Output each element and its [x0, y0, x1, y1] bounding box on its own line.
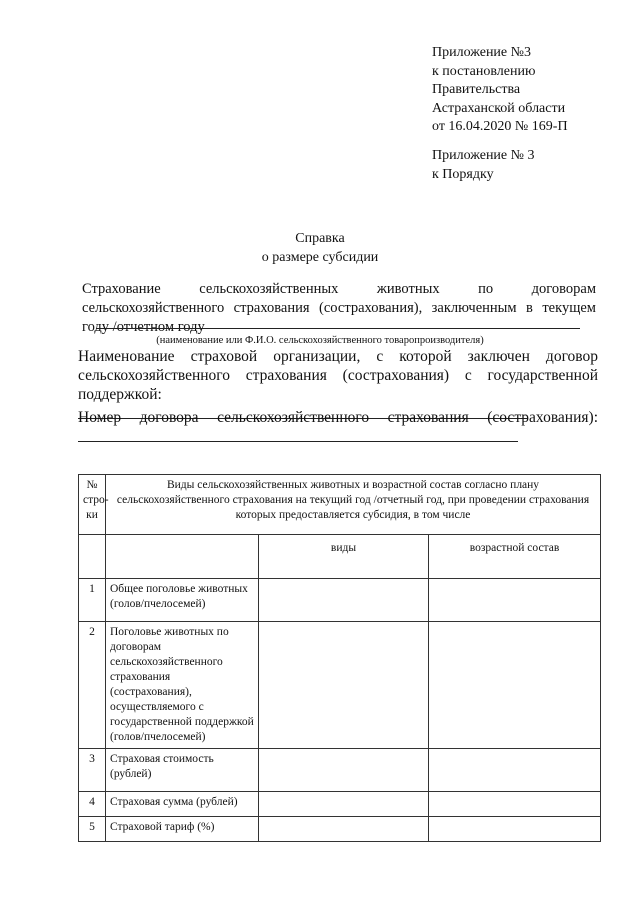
contract-field	[78, 408, 598, 447]
row-name: Поголовье животных по договорам сельскохозяйственного страхования (сострахования), осуществляемого с государственной поддержкой (голов/пчелосемей)	[106, 622, 259, 749]
row-number: 2	[79, 622, 106, 749]
table-subheader-row	[79, 535, 601, 579]
appendix-header	[432, 44, 568, 137]
appendix-line: Приложение №3	[432, 45, 531, 60]
producer-name-line	[96, 328, 580, 329]
data-cell	[259, 749, 429, 792]
appendix-line: к постановлению	[432, 63, 536, 79]
table-row	[79, 622, 601, 749]
group-header: Виды сельскохозяйственных животных и возрастной состав согласно плану сельскохозяйственного страхования на текущий год /отчетный год, при проведении страхования которых предоставляется субсидия, в том числе	[106, 475, 601, 535]
kinds-header: виды	[259, 535, 429, 579]
table-row	[79, 579, 601, 622]
empty-cell	[79, 535, 106, 579]
appendix-line: от 16.04.2020 № 169-П	[432, 119, 568, 134]
appendix-order-line: к Порядку	[432, 166, 494, 182]
row-name: Страховой тариф (%)	[106, 817, 259, 842]
empty-cell	[106, 535, 259, 579]
appendix-line: Астраханской области	[432, 100, 566, 116]
producer-caption: (наименование или Ф.И.О. сельскохозяйственного товаропроизводителя)	[156, 335, 484, 346]
table-header-row	[79, 475, 601, 535]
data-cell	[259, 792, 429, 817]
data-cell	[429, 579, 601, 622]
appendix-line: Правительства	[432, 82, 521, 97]
data-cell	[259, 817, 429, 842]
data-cell	[429, 749, 601, 792]
table-row	[79, 792, 601, 817]
insurer-label: Наименование страховой организации, с которой заключен договор сельскохозяйственного страхования (сострахования) с государственной поддержкой:	[78, 348, 598, 403]
row-name: Страховая сумма (рублей)	[106, 792, 259, 817]
document-title	[0, 230, 640, 267]
title-line-2: о размере субсидии	[261, 249, 379, 265]
data-cell	[259, 579, 429, 622]
table-row	[79, 749, 601, 792]
row-number-header: № стро-ки	[79, 475, 106, 535]
document-subtitle: Страхование сельскохозяйственных животных по договорам сельскохозяйственного страхования (сострахования), заключенным в текущем году /отчетном году	[82, 281, 596, 335]
row-number: 5	[79, 817, 106, 842]
data-cell	[429, 622, 601, 749]
title-line-1: Справка	[295, 231, 345, 246]
row-number: 3	[79, 749, 106, 792]
data-cell	[259, 622, 429, 749]
appendix-order	[432, 147, 535, 184]
subsidy-table	[78, 474, 601, 842]
appendix-order-line: Приложение № 3	[432, 148, 535, 163]
age-composition-header: возрастной состав	[429, 535, 601, 579]
contract-label: Номер договора сельскохозяйственного страхования (сострахования):	[78, 409, 598, 426]
data-cell	[429, 817, 601, 842]
data-cell	[429, 792, 601, 817]
contract-blank	[78, 427, 518, 442]
table-row	[79, 817, 601, 842]
row-name: Страховая стоимость (рублей)	[106, 749, 259, 792]
row-name: Общее поголовье животных (голов/пчелосемей)	[106, 579, 259, 622]
row-number: 1	[79, 579, 106, 622]
row-number: 4	[79, 792, 106, 817]
